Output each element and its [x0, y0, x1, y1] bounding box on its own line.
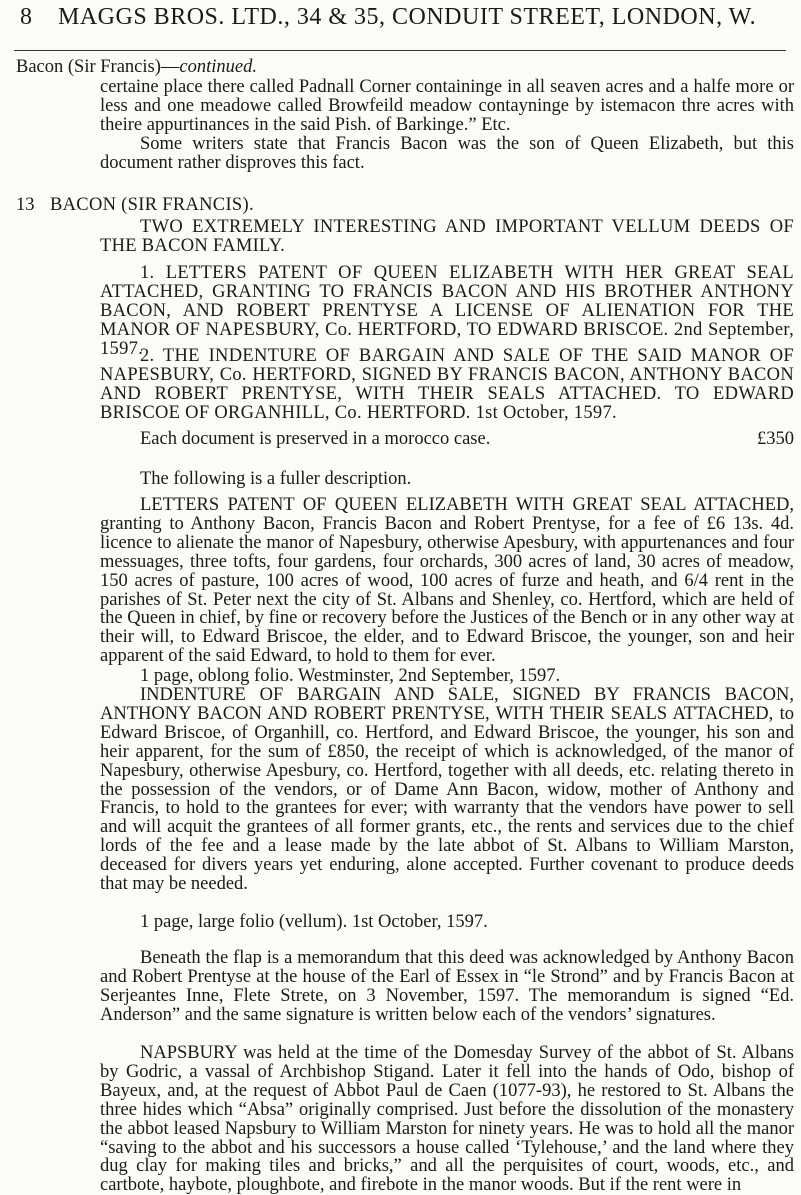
letters-patent-description: LETTERS PATENT OF QUEEN ELIZABETH WITH GREAT SEAL ATTACHED, granting to Anthony Bacon, Francis Bacon and Robert Prentyse, for a fee of £6 13s. 4d. licence to alienate the manor of Napesbury, otherwise Apesbury, with appurtenances and four messuages, three tofts, four gardens, four orchards, 300 acres of land, 30 acres of meadow, 150 acres of pasture, 100 acres of wood, 100 acres of furze and heath, and 6/4 rent in the parishes of St. Peter next the city of St. Albans and Shenley, co. Hertford, which are held of the Queen in chief, by fine or recovery before the Justices of the Bench or in any other way at their will, to Edward Briscoe, the elder, and to Edward Briscoe, the younger, son and heir apparent of the said Edward, to hold to them for ever. — [100, 495, 794, 667]
item-heading: BACON (SIR FRANCIS). — [50, 195, 254, 215]
deed-2: 2. THE INDENTURE OF BARGAIN AND SALE OF THE SAID MANOR OF NAPESBURY, Co. HERTFORD, SIGNED BY FRANCIS BACON, ANTHONY BACON AND ROBERT PRENTYSE, WITH THEIR SEALS ATTACHED. TO EDWARD BRISCOE OF ORGANHILL, Co. HERTFORD. 1st October, 1597. — [100, 346, 794, 423]
price: £350 — [757, 429, 794, 449]
item-subtitle: TWO EXTREMELY INTERESTING AND IMPORTANT VELLUM DEEDS OF THE BACON FAMILY. — [100, 217, 794, 256]
memorandum: Beneath the flap is a memorandum that this deed was acknowledged by Anthony Bacon and Robert Prentyse at the house of the Earl of Essex in “le Strond” and by Francis Bacon at Serjeantes Inne, Flete Strete, on 3 November, 1597. The memorandum is signed “Ed. Anderson” and the same signature is written below each of the vendors’ signatures. — [100, 948, 794, 1025]
case-note-line — [100, 430, 794, 449]
continuation-text: certaine place there called Padnall Corner containinge in all seaven acres and a halfe more or less and one meadowe called Browfeild meadow contayninge by istemacon thre acres with theire appurtinances in the said Pish. of Barkinge.” Etc. — [100, 77, 794, 135]
page-header — [20, 4, 790, 31]
indenture-description: INDENTURE OF BARGAIN AND SALE, SIGNED BY FRANCIS BACON, ANTHONY BACON AND ROBERT PRENTYSE, WITH THEIR SEALS ATTACHED, to Edward Briscoe, of Organhill, co. Hertford, and Edward Briscoe, the younger, his son and heir apparent, for the sum of £850, the receipt of which is acknowledged, of the manor of Napesbury, otherwise Apesbury, co. Hertford, together with all deeds, etc. relating thereto in the possession of the vendors, or of Dame Ann Bacon, widow, mother of Anthony and Francis, to hold to the grantees for ever; with warranty that the vendors have power to sell and will acquit the grantees of all former grants, etc., the rents and services due to the chief lords of the fee and a lease made by the late abbot of St. Albans to William Marston, deceased for divers years yet enduring, alone accepted. Further covenant to produce deeds that may be needed. — [100, 685, 794, 895]
indenture-collation: 1 page, large folio (vellum). 1st October, 1597. — [140, 912, 488, 932]
letters-patent-collation: 1 page, oblong folio. Westminster, 2nd September, 1597. — [140, 666, 561, 686]
deed-1: 1. LETTERS PATENT OF QUEEN ELIZABETH WITH HER GREAT SEAL ATTACHED, GRANTING TO FRANCIS BACON AND HIS BROTHER ANTHONY BACON, AND ROBERT PRENTYSE A LICENSE OF ALIENATION FOR THE MANOR OF NAPESBURY, Co. HERTFORD, TO EDWARD BRISCOE. 2nd September, 1597. — [100, 263, 794, 359]
case-note: Each document is preserved in a morocco case. — [140, 429, 491, 449]
fuller-intro: The following is a fuller description. — [140, 469, 412, 489]
continuation-heading: Bacon (Sir Francis)—continued. — [16, 57, 257, 77]
continuation-note: Some writers state that Francis Bacon was the son of Queen Elizabeth, but this document rather disproves this fact. — [100, 134, 794, 173]
header-rule — [14, 50, 786, 51]
item-number: 13 — [16, 195, 35, 215]
page-number: 8 — [20, 4, 33, 30]
header-title: MAGGS BROS. LTD., 34 & 35, CONDUIT STREET, LONDON, W. — [58, 4, 757, 30]
napsbury-history: NAPSBURY was held at the time of the Domesday Survey of the abbot of St. Albans by Godric, a vassal of Archbishop Stigand. Later it fell into the hands of Odo, bishop of Bayeux, and, at the request of Abbot Paul de Caen (1077-93), he restored to St. Albans the three hides which “Absa” originally comprised. Just before the dissolution of the monastery the abbot leased Napsbury to William Marston for ninety years. He was to hold all the manor “saving to the abbot and his successors a house called ‘Tylehouse,’ and the land where they dug clay for making tiles and bricks,” and all the perquisites of court, woods, etc., and cartbote, haybote, ploughbote, and firebote in the manor woods. But if the rent were in — [100, 1043, 794, 1195]
